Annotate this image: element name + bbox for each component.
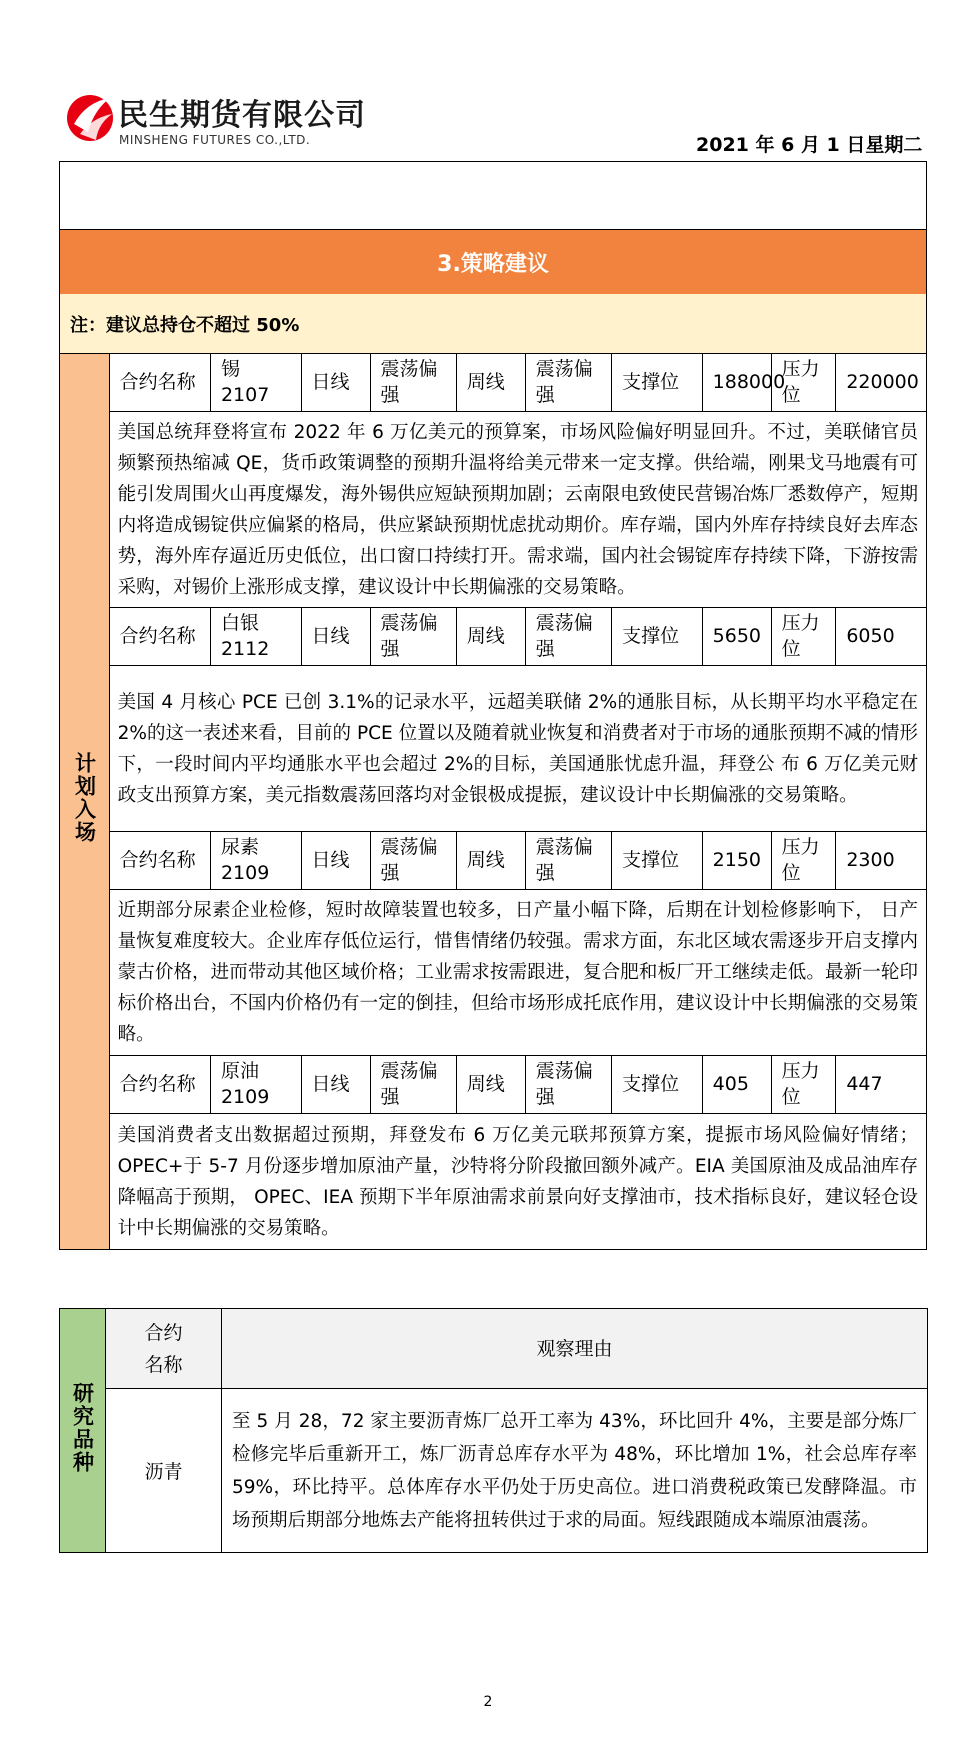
contract-name: 原油 2109: [210, 1056, 301, 1114]
support-value: 5650: [702, 608, 771, 666]
resistance-label: 压力位: [771, 354, 836, 412]
table-row: [60, 1114, 927, 1250]
contract-name: 锡 2107: [210, 354, 301, 412]
contract-label: 合约名称: [109, 608, 210, 666]
daily-label: 日线: [301, 608, 370, 666]
contract-label: 合约名称: [109, 1056, 210, 1114]
daily-label: 日线: [301, 1056, 370, 1114]
contract-description: 美国 4 月核心 PCE 已创 3.1%的记录水平，远超美联储 2%的通胀目标，从长期平均水平稳定在 2%的这一表述来看，目前的 PCE 位置以及随着就业恢复和消费者对于市场的通胀预期不减的情形下，一段时间内平均通胀水平也会超过 2%的目标，美国通胀忧虑升温，拜登公 布 6 万亿美元财政支出预算方案，美元指数震荡回落均对金银极成提振，建议设计中长期偏涨的交易策略。: [109, 666, 926, 832]
resistance-label: 压力位: [771, 832, 836, 890]
contract-description: 美国消费者支出数据超过预期，拜登发布 6 万亿美元联邦预算方案，提振市场风险偏好情绪；OPEC+于 5-7 月份逐步增加原油产量，沙特将分阶段撤回额外减产。EIA 美国原油及成品油库存降幅高于预期， OPEC、IEA 预期下半年原油需求前景向好支撑油市，技术指标良好，建议轻仓设计中长期偏涨的交易策略。: [109, 1114, 926, 1250]
resistance-label: 压力位: [771, 1056, 836, 1114]
section-title: 3.策略建议: [59, 229, 927, 295]
support-label: 支撑位: [612, 354, 703, 412]
table-row: [60, 666, 927, 832]
daily-trend: 震荡偏强: [370, 1056, 456, 1114]
daily-label: 日线: [301, 354, 370, 412]
contract-label: 合约名称: [109, 832, 210, 890]
daily-label: 日线: [301, 832, 370, 890]
support-label: 支撑位: [612, 832, 703, 890]
page-number: 2: [483, 1694, 493, 1710]
weekly-trend: 震荡偏强: [525, 354, 611, 412]
position-note: 注：建议总持仓不超过 50%: [59, 294, 927, 354]
research-table: [59, 1308, 928, 1553]
support-value: 405: [702, 1056, 771, 1114]
weekly-label: 周线: [456, 608, 525, 666]
table-row: [60, 1056, 927, 1114]
side-label-plan: 计划入场: [60, 354, 110, 1250]
report-date: 2021 年 6 月 1 日星期二: [696, 134, 923, 156]
table-row: [60, 890, 927, 1056]
page-header: [0, 0, 976, 160]
resistance-value: 6050: [836, 608, 927, 666]
weekly-label: 周线: [456, 1056, 525, 1114]
research-contract-name: 沥青: [106, 1389, 222, 1553]
support-value: 2150: [702, 832, 771, 890]
weekly-trend: 震荡偏强: [525, 608, 611, 666]
table-row: [60, 832, 927, 890]
support-label: 支撑位: [612, 608, 703, 666]
contract-name: 白银 2112: [210, 608, 301, 666]
plan-entry-table: [59, 353, 927, 1250]
daily-trend: 震荡偏强: [370, 608, 456, 666]
minsheng-logo-icon: [66, 88, 114, 148]
research-reason: 至 5 月 28，72 家主要沥青炼厂总开工率为 43%，环比回升 4%，主要是部分炼厂检修完毕后重新开工，炼厂沥青总库存水平为 48%，环比增加 1%，社会总库存率 59%，环比持平。总体库存水平仍处于历史高位。进口消费税政策已发酵降温。市场预期后期部分地炼去产能将扭转供过于求的局面。短线跟随成本端原油震荡。: [222, 1389, 928, 1553]
resistance-value: 2300: [836, 832, 927, 890]
contract-label: 合约名称: [109, 354, 210, 412]
table-row: [60, 412, 927, 608]
weekly-trend: 震荡偏强: [525, 1056, 611, 1114]
company-name-cn: 民生期货有限公司: [118, 98, 366, 133]
column-header-reason: 观察理由: [222, 1309, 928, 1389]
top-empty-box: [59, 161, 927, 231]
table-row: [60, 354, 927, 412]
weekly-trend: 震荡偏强: [525, 832, 611, 890]
side-label-research: 研究品种: [60, 1309, 106, 1553]
column-header-contract: 合约名称: [106, 1309, 222, 1389]
resistance-value: 447: [836, 1056, 927, 1114]
contract-name: 尿素 2109: [210, 832, 301, 890]
table-row: [60, 608, 927, 666]
company-name-en: MINSHENG FUTURES CO.,LTD.: [119, 133, 311, 147]
resistance-value: 220000: [836, 354, 927, 412]
resistance-label: 压力位: [771, 608, 836, 666]
table-row: [60, 1389, 928, 1553]
support-value: 188000: [702, 354, 771, 412]
contract-description: 近期部分尿素企业检修，短时故障装置也较多，日产量小幅下降，后期在计划检修影响下， 日产量恢复难度较大。企业库存低位运行，惜售情绪仍较强。需求方面，东北区域农需逐步开启支撑内蒙古价格，进而带动其他区域价格；工业需求按需跟进，复合肥和板厂开工继续走低。最新一轮印标价格出台，不国内价格仍有一定的倒挂，但给市场形成托底作用，建议设计中长期偏涨的交易策略。: [109, 890, 926, 1056]
table-row: [60, 1309, 928, 1389]
daily-trend: 震荡偏强: [370, 832, 456, 890]
weekly-label: 周线: [456, 832, 525, 890]
weekly-label: 周线: [456, 354, 525, 412]
daily-trend: 震荡偏强: [370, 354, 456, 412]
support-label: 支撑位: [612, 1056, 703, 1114]
contract-description: 美国总统拜登将宣布 2022 年 6 万亿美元的预算案，市场风险偏好明显回升。不过，美联储官员频繁预热缩减 QE，货币政策调整的预期升温将给美元带来一定支撑。供给端，刚果戈马地震有可能引发周围火山再度爆发，海外锡供应短缺预期加剧；云南限电致使民营锡冶炼厂悉数停产，短期内将造成锡锭供应偏紧的格局，供应紧缺预期忧虑扰动期价。库存端，国内外库存持续良好去库态势，海外库存逼近历史低位，出口窗口持续打开。需求端，国内社会锡锭库存持续下降，下游按需采购，对锡价上涨形成支撑，建议设计中长期偏涨的交易策略。: [109, 412, 926, 608]
